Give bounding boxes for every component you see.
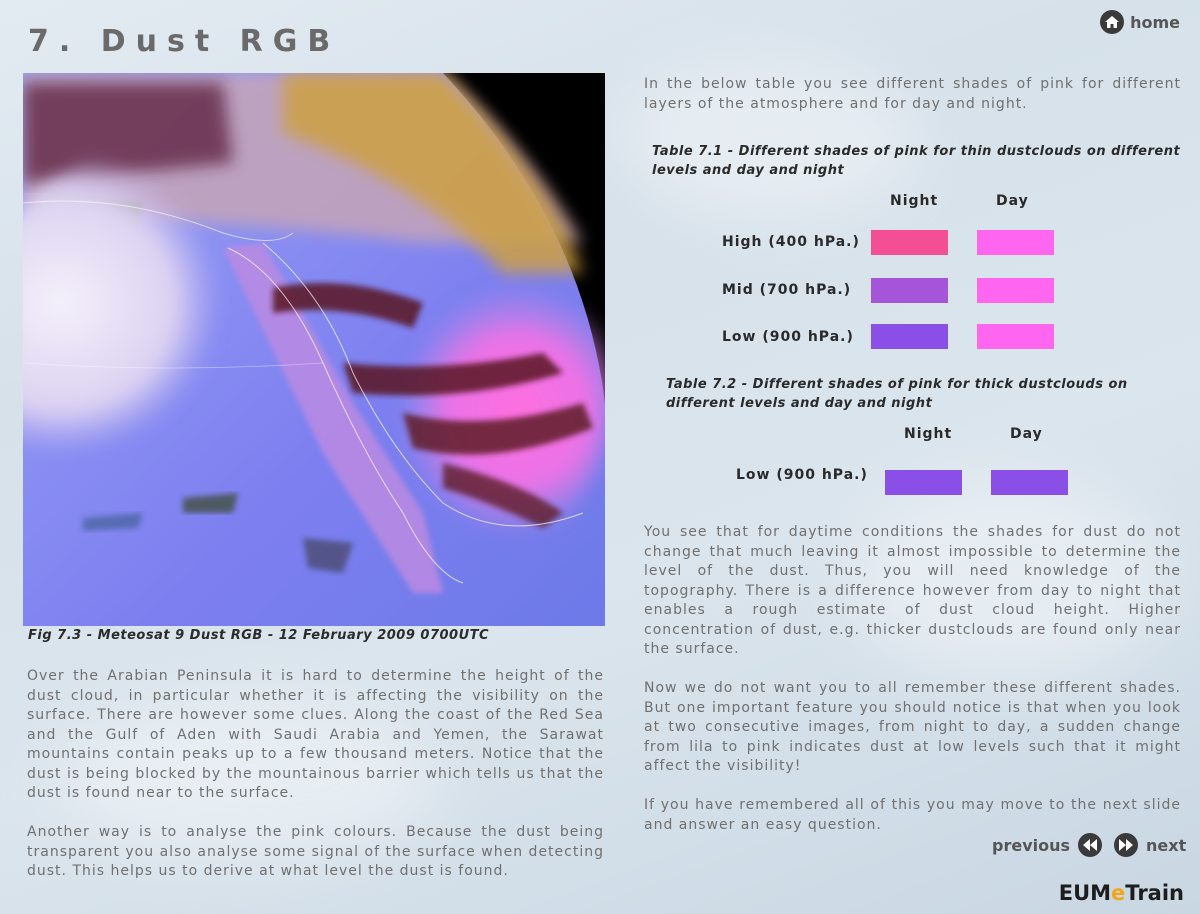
table1-day-swatch [977,278,1054,303]
left-paragraph-1: Over the Arabian Peninsula it is hard to determine the height of the dust cloud, in particular whether it is affecting the visibility on the surface. There are however some clues. Along the coast of the Red Sea and the Gulf of Aden with Saudi Arabia and Yemen, the Sarawat mountains contain peaks up to a few thousand meters. Notice that the dust is being blocked by the mountainous barrier which tells us that the dust is found near to the surface. [27,668,604,801]
eumetrain-logo: EUMeTrain [1058,881,1184,905]
figure-caption: Fig 7.3 - Meteosat 9 Dust RGB - 12 February 2009 0700UTC [28,628,490,643]
previous-button[interactable] [992,833,1102,857]
intro-paragraph: In the below table you see different shades of pink for different layers of the atmosphere and for day and night. [644,76,1181,112]
previous-label: previous [992,835,1071,855]
next-label: next [1146,835,1187,855]
table1-row-label: Low (900 hPa.) [722,329,854,345]
table2-night-swatch [885,470,962,495]
table2-col-night: Night [904,426,953,442]
table2-caption: Table 7.2 - Different shades of pink for thick dustclouds on different levels and day and night [666,377,1128,411]
table1-col-day: Day [996,193,1029,209]
fast-forward-icon [1114,833,1138,857]
table1-day-swatch [977,230,1054,255]
table1-night-swatch [871,230,948,255]
table1-col-night: Night [890,193,939,209]
table1-row-label: High (400 hPa.) [722,234,860,250]
home-icon [1100,10,1124,34]
right-paragraph-2: You see that for daytime conditions the shades for dust do not change that much leaving it almost impossible to determine the level of the dust. Thus, you will need knowledge of the topography. There is a difference however from day to night that enables a rough estimate of dust cloud height. Higher concentration of dust, e.g. thicker dustclouds are found only near the surface. [644,524,1181,657]
home-button[interactable] [1100,10,1180,34]
table1-row-label: Mid (700 hPa.) [722,282,852,298]
table2-col-day: Day [1010,426,1043,442]
right-paragraph-4: If you have remembered all of this you may move to the next slide and answer an easy question. [644,797,1181,833]
table2-day-swatch [991,470,1068,495]
table1-caption: Table 7.1 - Different shades of pink for thin dustclouds on different levels and day and night [652,144,1181,178]
table1-night-swatch [871,324,948,349]
left-paragraph-2: Another way is to analyse the pink colours. Because the dust being transparent you also analyse some signal of the surface when detecting dust. This helps us to derive at what level the dust is found. [27,824,604,879]
next-button[interactable] [1114,833,1186,857]
home-label: home [1130,12,1180,32]
satellite-image [23,73,605,626]
rewind-icon [1078,833,1102,857]
page-title: 7. Dust RGB [28,24,341,59]
table1-day-swatch [977,324,1054,349]
right-paragraph-3: Now we do not want you to all remember these different shades. But one important feature you should notice is that when you look at two consecutive images, from night to day, a sudden change from lila to pink indicates dust at low levels such that it might affect the visibility! [644,680,1181,774]
table2-row-label: Low (900 hPa.) [736,467,868,483]
table1-night-swatch [871,278,948,303]
